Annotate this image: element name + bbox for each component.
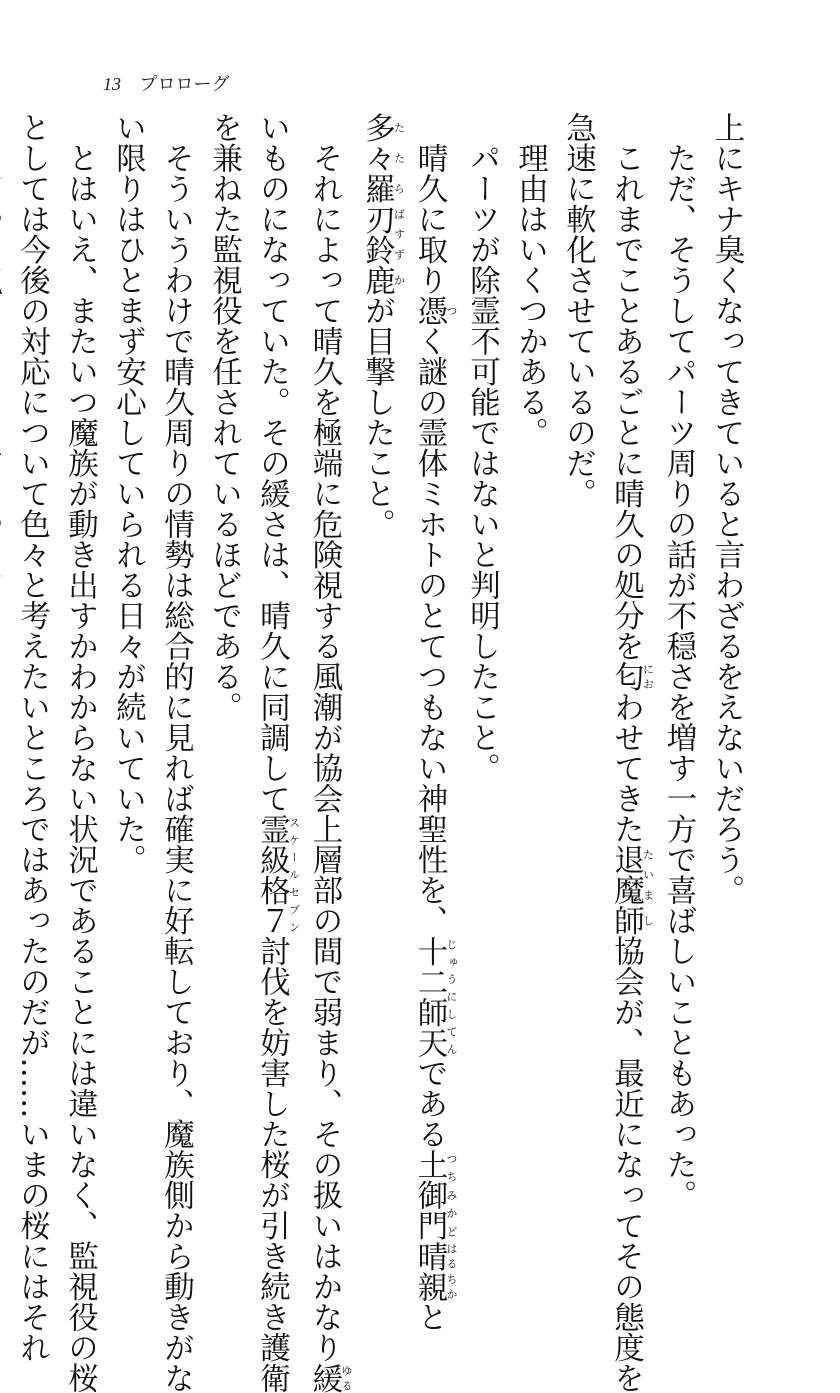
ruby-reading: し (642, 905, 655, 936)
ruby-reading: つちみかど (445, 1149, 458, 1240)
ruby-reading: たいま (642, 844, 655, 905)
ruby-reading: ばすず (393, 204, 406, 265)
text-line: を兼ねた監視役を任されているほどである。 (200, 112, 248, 1122)
text-line (0, 112, 8, 1122)
text-line: い限りはひとまず安心していられる日々が続いていた。 (104, 112, 152, 1122)
ruby-word: 多々羅たたら (360, 112, 395, 204)
text-line: としては今後の対応について色々と考えたいところではあったのだが……いまの桜にはそれ (8, 112, 56, 1122)
text-line: それによって晴久を極端に危険視する風潮が協会上層部の間で弱まり、その扱いはかなり緩ゆる (300, 112, 353, 1122)
ruby-reading: か (393, 265, 406, 296)
ruby-reading: ゆる (340, 1363, 353, 1393)
text-line: 上にキナ臭くなってきていると言わざるをえないだろう。 (702, 112, 750, 1122)
running-header (103, 70, 230, 96)
page-number: 13 (103, 74, 121, 94)
ruby-word: 緩ゆる (307, 1363, 342, 1393)
ruby-word: 匂にお (609, 661, 644, 692)
page-body (100, 112, 750, 1122)
ruby-reading: じゅうにしてん (445, 936, 458, 1058)
text-segment: ただ、そうしてパーツ周りの話が不穏さを増す一方で喜ばしいこともあった。 (661, 112, 696, 1210)
ruby-reading: つ (445, 295, 458, 326)
text-line: 理由はいくつかある。 (506, 112, 554, 1122)
ruby-word: 晴親はるちか (412, 1241, 447, 1302)
ruby-reading: たたら (393, 112, 406, 204)
text-line: これまでことあるごとに晴久の処分を匂におわせてきた退魔たいま師し協会が、最近になってその態度を (602, 112, 655, 1122)
ruby-word: 刃鈴ばすず (360, 204, 395, 265)
ruby-reading: にお (642, 661, 655, 692)
text-line (654, 112, 702, 1122)
text-line: そういうわけで晴久周りの情勢は総合的に見れば確実に好転しており、魔族側から動きがな (152, 112, 200, 1122)
text-line: パーツが除霊不可能ではないと判明したこと。 (458, 112, 506, 1122)
text-line: 晴久に取り憑つく謎の霊体ミホトのとてつもない神聖性を、十二師天じゅうにしてんである土御門つちみかど晴親はるちかと (405, 112, 458, 1122)
ruby-word: 憑つ (412, 295, 447, 326)
chapter-title: プロローグ (140, 74, 230, 94)
ruby-word: 退魔たいま (609, 844, 644, 905)
text-line: 多々羅たたら刃鈴ばすず鹿かが目撃したこと。 (353, 112, 406, 1122)
ruby-word: 土御門つちみかど (412, 1149, 447, 1241)
ruby-word: 師し (609, 905, 644, 936)
ruby-word: 霊級格７スケールセブン (255, 814, 290, 936)
ruby-reading: スケールセブン (288, 814, 301, 936)
text-line: 急速に軟化させているのだ。 (554, 112, 602, 1122)
ruby-word: 十二師天じゅうにしてん (412, 936, 447, 1058)
ruby-reading: はるちか (445, 1241, 458, 1302)
text-line: とはいえ、またいつ魔族が動き出すかわからない状況であることには違いなく、監視役の桜 (56, 112, 104, 1122)
text-line: いものになっていた。その緩さは、晴久に同調して霊級格７スケールセブン討伐を妨害した桜が引き続き護衛 (248, 112, 301, 1122)
ruby-word: 鹿か (360, 265, 395, 296)
